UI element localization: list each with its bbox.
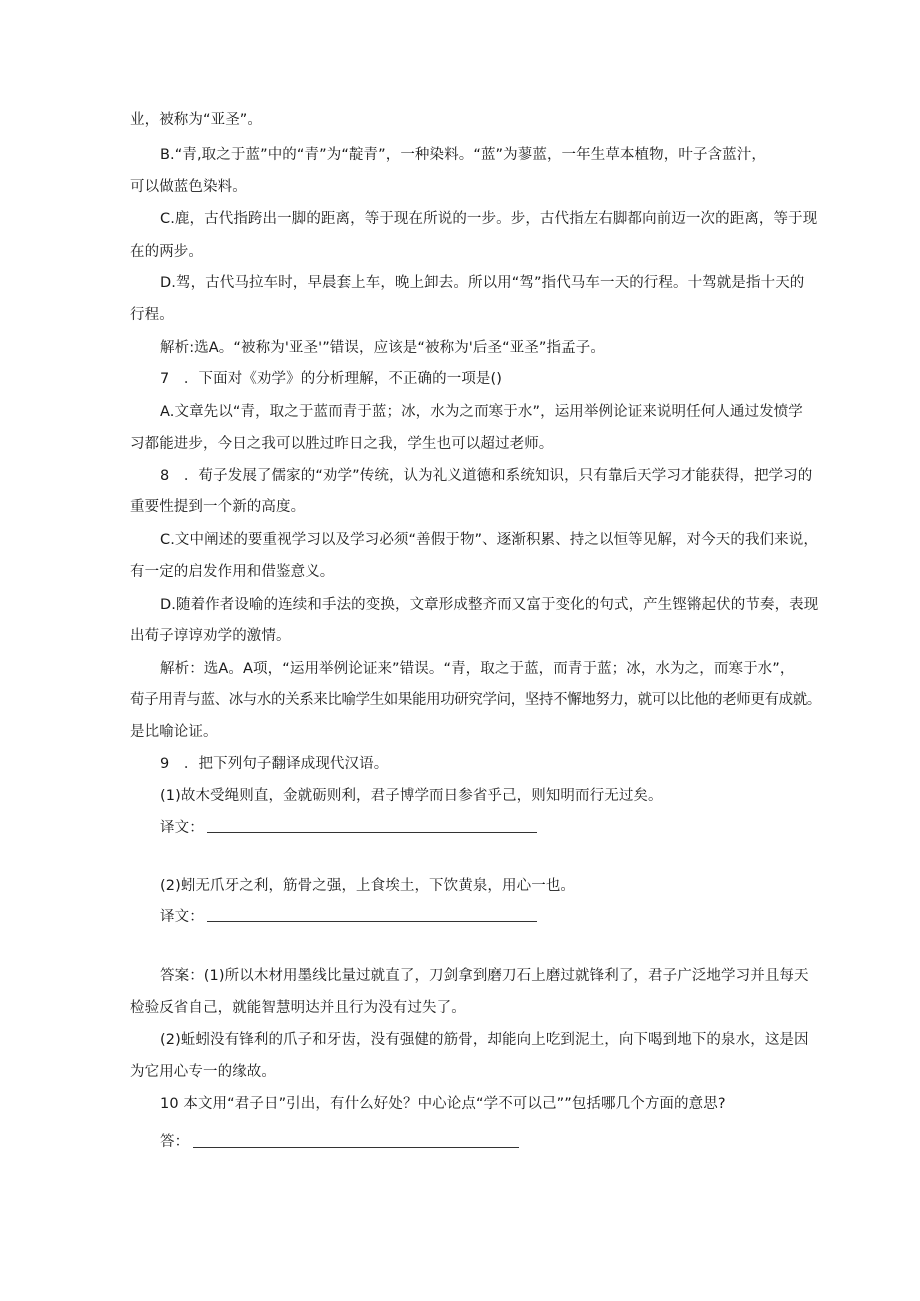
- q7-option-d-line-2: 出荀子谆谆劝学的激情。: [130, 628, 291, 644]
- q7-option-8-line-2: 重要性提到一个新的高度。: [130, 499, 306, 515]
- question-7: 7 ．下面对《劝学》的分析理解，不正确的一项是(): [160, 371, 503, 387]
- answer-9-line-4: 为它用心专一的缘故。: [130, 1064, 276, 1080]
- q7-option-d-line-1: D.随着作者设喻的连续和手法的变换，文章形成整齐而又富于变化的句式，产生铿锵起伏的节奏，表现: [160, 597, 819, 613]
- analysis-7-line-1: 解析：选A。A项，“运用举例论证来”错误。“青，取之于蓝，而青于蓝；冰，水为之，而寒于水”，: [160, 661, 795, 677]
- option-b-line-1: B.“青,取之于蓝”中的“青”为“靛青”，一种染料。“蓝”为蓼蓝，一年生草本植物，叶子含蓝汁，: [160, 147, 766, 163]
- q9-sentence-1: (1)故木受绳则直，金就砺则利，君子博学而日参省乎己，则知明而行无过矣。: [160, 788, 663, 804]
- answer-line[interactable]: [193, 1147, 519, 1148]
- q7-option-c-line-1: C.文中阐述的要重视学习以及学习必须“善假于物”、逐渐积累、持之以恒等见解，对今天的我们来说，: [160, 532, 818, 548]
- answer-label: 答：: [160, 1134, 190, 1150]
- option-c-line-1: C.鹿，古代指跨出一脚的距离，等于现在所说的一步。步，古代指左右脚都向前迈一次的距离，等于现: [160, 211, 818, 227]
- option-c-line-2: 在的两步。: [130, 244, 203, 260]
- answer-9-line-2: 检验反省自己，就能智慧明达并且行为没有过失了。: [130, 1000, 466, 1016]
- translation-answer-line-2[interactable]: [207, 921, 537, 922]
- answer-9-line-3: (2)蚯蚓没有锋利的爪子和牙齿，没有强健的筋骨，却能向上吃到泥土，向下喝到地下的泉水，这是因: [160, 1032, 809, 1048]
- option-d-line-1: D.驾，古代马拉车时，早晨套上车，晚上卸去。所以用“驾”指代马车一天的行程。十驾就是指十天的: [160, 275, 805, 291]
- analysis-7-line-2: 荀子用青与蓝、冰与水的关系来比喻学生如果能用功研究学问，坚持不懈地努力，就可以比他的老师更有成就。: [130, 692, 821, 708]
- q7-option-8-line-1: 8 ．荀子发展了儒家的“劝学”传统，认为礼义道德和系统知识，只有靠后天学习才能获得，把学习的: [160, 468, 813, 484]
- text-line: 业，被称为“亚圣”。: [130, 112, 263, 128]
- option-b-line-2: 可以做蓝色染料。: [130, 179, 247, 195]
- q7-option-a-line-2: 习都能进步，今日之我可以胜过昨日之我，学生也可以超过老师。: [130, 436, 554, 452]
- q7-option-c-line-2: 有一定的启发作用和借鉴意义。: [130, 564, 335, 580]
- analysis-7-line-3: 是比喻论证。: [130, 724, 218, 740]
- question-9: 9 ．把下列句子翻译成现代汉语。: [160, 756, 389, 772]
- option-d-line-2: 行程。: [130, 307, 174, 323]
- question-10: 10 本文用“君子日”引出，有什么好处？中心论点“学不可以己””包括哪几个方面的意思?: [160, 1096, 726, 1112]
- analysis-6: 解析:选A。“被称为'亚圣'”错误，应该是“被称为'后圣“亚圣”指孟子。: [160, 340, 605, 356]
- answer-9-line-1: 答案：(1)所以木材用墨线比量过就直了，刀剑拿到磨刀石上磨过就锋利了，君子广泛地学习并且每天: [160, 968, 809, 984]
- q9-sentence-2: (2)蚓无爪牙之利，筋骨之强，上食埃土，下饮黄泉，用心一也。: [160, 878, 576, 894]
- translation-label-2: 译文：: [160, 909, 204, 925]
- q7-option-a-line-1: A.文章先以“青，取之于蓝而青于蓝；冰，水为之而寒于水”，运用举例论证来说明任何人通过发愤学: [160, 404, 803, 420]
- translation-answer-line-1[interactable]: [207, 832, 537, 833]
- translation-label-1: 译文：: [160, 820, 204, 836]
